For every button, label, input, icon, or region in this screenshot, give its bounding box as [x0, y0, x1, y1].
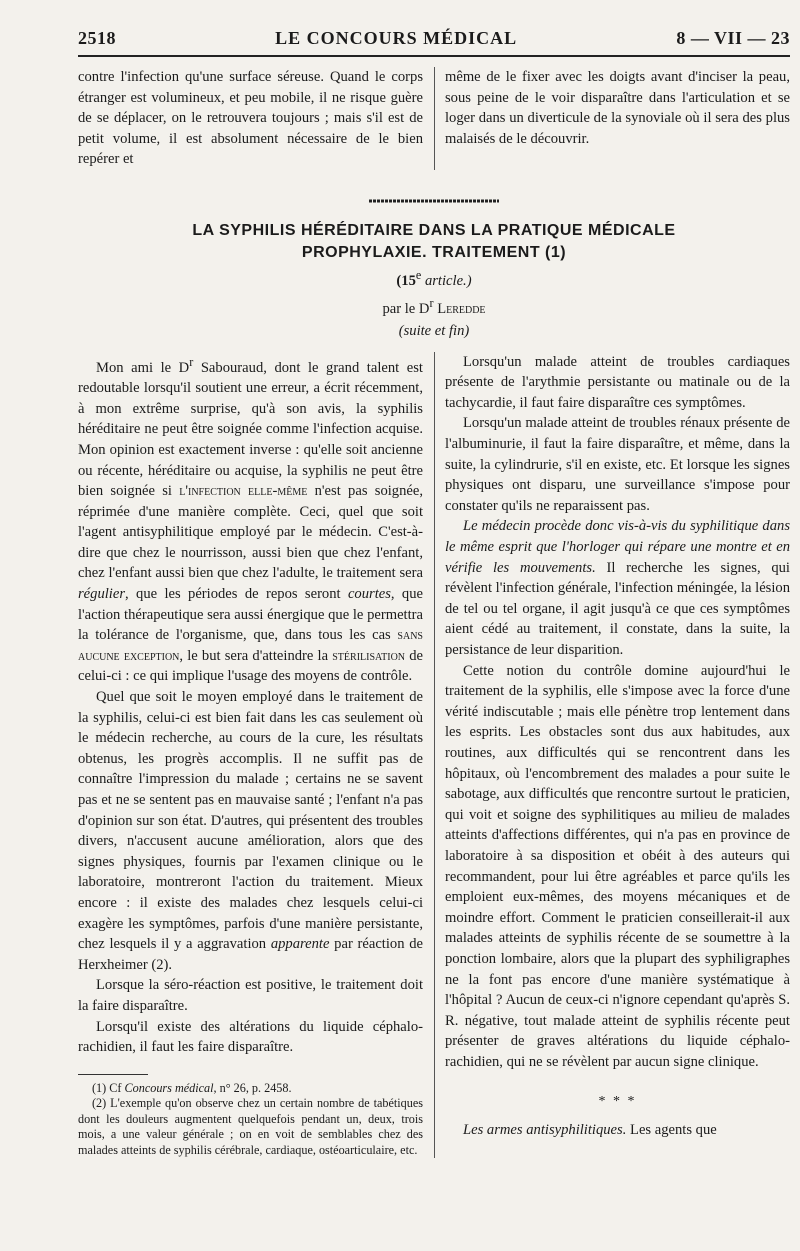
- paragraph: Cette notion du contrôle domine aujourd'hui le traitement de la syphilis, elle s'impose avec la force d'une vérité indiscutable ; mais elle pénètre trop lentement dans les esprits. Les obstacles sont dus aux habitudes, aux routines, aux difficultés qui se rencontrent dans les hôpitaux, où l'encombrement des malades a pour suite le sabotage, aux difficultés que rencontre surtout le praticien, qui voit et soigne des syphilitiques au milieu de malades atteints d'affections différentes, qui n'a pas en province de laboratoire à sa disposition et obéit à des auteurs qui recommandent, pour lui être agréables et parce qu'ils les emploient eux-mêmes, des moyens mécaniques et de moindre effort. Comment le praticien conseillerait-il aux malades atteints de syphilis récente de se soumettre à la ponction lombaire, alors que la plupart des syphiligraphes ne la font pas encore d'une manière systématique à l'hôpital ? Aucun de ceux-ci n'ignore cependant qu'après S. R. négative, tout malade atteint de syphilis récente peut présenter de graves altérations du liquide céphalo-rachidien, qui ne se révèlent par aucun signe clinique.: [445, 662, 790, 1070]
- text-run: (1) Cf: [92, 1080, 125, 1095]
- continuation-note: [78, 320, 790, 342]
- text-run: Les armes antisyphilitiques.: [463, 1122, 627, 1139]
- installment-sup: e: [415, 267, 422, 282]
- text-run: Quel que soit le moyen employé dans le traitement de la syphilis, celui-ci est bien fait dans les cas seulement où le médecin recherche, au cours de la cure, les résultats obtenus, les progrès accomplis. Il ne suffit pas de connaître l'impression du malade ; certains ne se savent pas et ne se sentent pas en mauvaise santé ; l'enfant n'a pas d'opinion sur son état. D'autres, qui présentent des troubles divers, n'accusent aucune amélioration, alors que des signes physiques, fournis par l'examen clinique ou le laboratoire, montreront l'action du traitement. Mieux encore : il existe des malades chez lesquels celui-ci exagère les symptômes, parfois d'une manière persistante, chez lesquels il y a aggravation: [78, 689, 423, 953]
- text-run: , que les périodes de repos seront: [125, 586, 348, 603]
- author-name: Leredde: [437, 300, 486, 317]
- paragraph: Lorsqu'il existe des altérations du liquide céphalo-rachidien, il faut les faire disparaître.: [78, 1018, 423, 1056]
- paragraph: [445, 516, 790, 660]
- paragraph: [78, 352, 423, 687]
- right-column: [445, 352, 790, 1159]
- author-sup: r: [429, 295, 434, 310]
- text-run: , n° 26, p. 2458.: [213, 1080, 292, 1095]
- text-run: r: [189, 354, 194, 369]
- text-run: Mon ami le D: [96, 359, 190, 376]
- continuation-text: (suite et fin): [398, 322, 470, 339]
- page: [78, 28, 790, 1158]
- column-divider: [434, 352, 435, 1159]
- footnote-rule: [78, 1074, 148, 1075]
- text-run: Les agents que: [626, 1122, 717, 1139]
- prev-article-right-text: même de le fixer avec les doigts avant d'inciser la peau, sous peine de le voir disparaître dans l'articulation et se loger dans un diverticule de la synoviale où il sera des plus malaisés de le découvrir.: [445, 69, 790, 147]
- text-run: l'infection elle-même: [179, 483, 308, 500]
- author-prefix: par le D: [382, 300, 430, 317]
- paragraph: [445, 1120, 790, 1141]
- text-run: , que l'action thérapeutique sera aussi énergique que le permettra la tolérance de l'organisme, que, dans tous les cas: [78, 586, 423, 644]
- text-run: de celui-ci : ce qui implique l'usage des moyens de contrôle.: [78, 647, 423, 685]
- paragraph: [78, 687, 423, 975]
- page-number: 2518: [78, 28, 116, 48]
- text-run: Le médecin procède donc vis-à-vis du syphilitique dans le même esprit que l'horloger qui répare une montre et en vérifie les mouvements.: [445, 518, 790, 576]
- section-ornament: [78, 192, 790, 210]
- running-header: [78, 28, 790, 51]
- installment-number: (15: [396, 272, 416, 289]
- text-run: Concours médical: [124, 1080, 214, 1095]
- footnote-1: [78, 1081, 423, 1097]
- article-body: [78, 352, 790, 1159]
- paragraph: Lorsqu'un malade atteint de troubles cardiaques présente de l'arythmie persistante ou matinale ou de la tachycardie, il faut faire disparaître ces symptômes.: [445, 353, 790, 411]
- left-column: [78, 352, 423, 1159]
- installment-word: article.): [424, 272, 472, 289]
- section-stars: * * *: [598, 1094, 637, 1110]
- installment-note: [78, 264, 790, 292]
- author-line: [78, 292, 790, 320]
- text-run: n'est pas soignée, réprimée d'une manière complète. Ceci, quel que soit l'agent antisyphilitique employé par le médecin. C'est-à-dire que chez le nourrisson, aussi bien que chez l'enfant, chez l'enfant aussi bien que chez l'adulte, le traitement sera: [78, 483, 423, 582]
- text-run: sans aucune exception: [78, 627, 423, 664]
- paragraph: Lorsque la séro-réaction est positive, le traitement doit la faire disparaître.: [78, 977, 423, 1014]
- footnote-2: (2) L'exemple qu'on observe chez un certain nombre de tabétiques dont les douleurs augmentent quelquefois pendant un, deux, trois mois, a une valeur générale ; on en voit de semblables chez des malades atteints de syphilis cérébrale, cardiaque, ostéoarticulaire, etc.: [78, 1096, 423, 1157]
- paragraph: Lorsqu'un malade atteint de troubles rénaux présente de l'albuminurie, il faut la faire disparaître, et même, dans la suite, la cylindrurie, s'il en existe, etc. Et lorsque les signes physiques ont disparu, une surveillance s'impose pour constater qu'ils ne reparaissent pas.: [445, 415, 790, 514]
- previous-article-continuation: [78, 67, 790, 170]
- article-title: LA SYPHILIS HÉRÉDITAIRE DANS LA PRATIQUE MÉDICALE: [192, 221, 676, 239]
- text-run: par réaction de Herxheimer (2).: [78, 936, 423, 973]
- text-run: , le but sera d'atteindre la: [179, 647, 333, 664]
- text-run: Sabouraud, dont le grand talent est redoutable lorsqu'il soutient une erreur, a écrit récemment, à mon extrême surprise, qu'à son avis, la syphilis héréditaire ne peut être soignée comme l'infection acquise. Mon opinion est exactement inverse : qu'elle soit ancienne ou récente, héréditaire ou acquise, la syphilis ne peut être bien soignée si: [78, 359, 423, 500]
- article-subtitle: PROPHYLAXIE. TRAITEMENT (1): [301, 243, 567, 261]
- text-run: Il recherche les signes, qui révèlent l'infection générale, l'infection méningée, la lésion de tel ou tel organe, il agit jusqu'à ce que ces symptômes aient cédé au traitement, il constate, dans la suite, la persistance de leur disparition.: [445, 559, 790, 658]
- column-divider: [434, 67, 435, 170]
- journal-title: LE CONCOURS MÉDICAL: [275, 28, 518, 48]
- text-run: stérilisation: [332, 647, 406, 664]
- prev-article-left-text: contre l'infection qu'une surface séreuse. Quand le corps étranger est volumineux, et peu mobile, il ne risque guère de se déplacer, on le retrouvera toujours ; mais s'il est de petit volume, il est absolument nécessaire de le bien repérer et: [78, 69, 423, 168]
- header-rule: [78, 55, 790, 57]
- text-run: apparente: [270, 936, 330, 953]
- text-run: régulier: [78, 586, 126, 603]
- text-run: courtes: [347, 586, 391, 603]
- issue-date: 8 — VII — 23: [676, 28, 790, 48]
